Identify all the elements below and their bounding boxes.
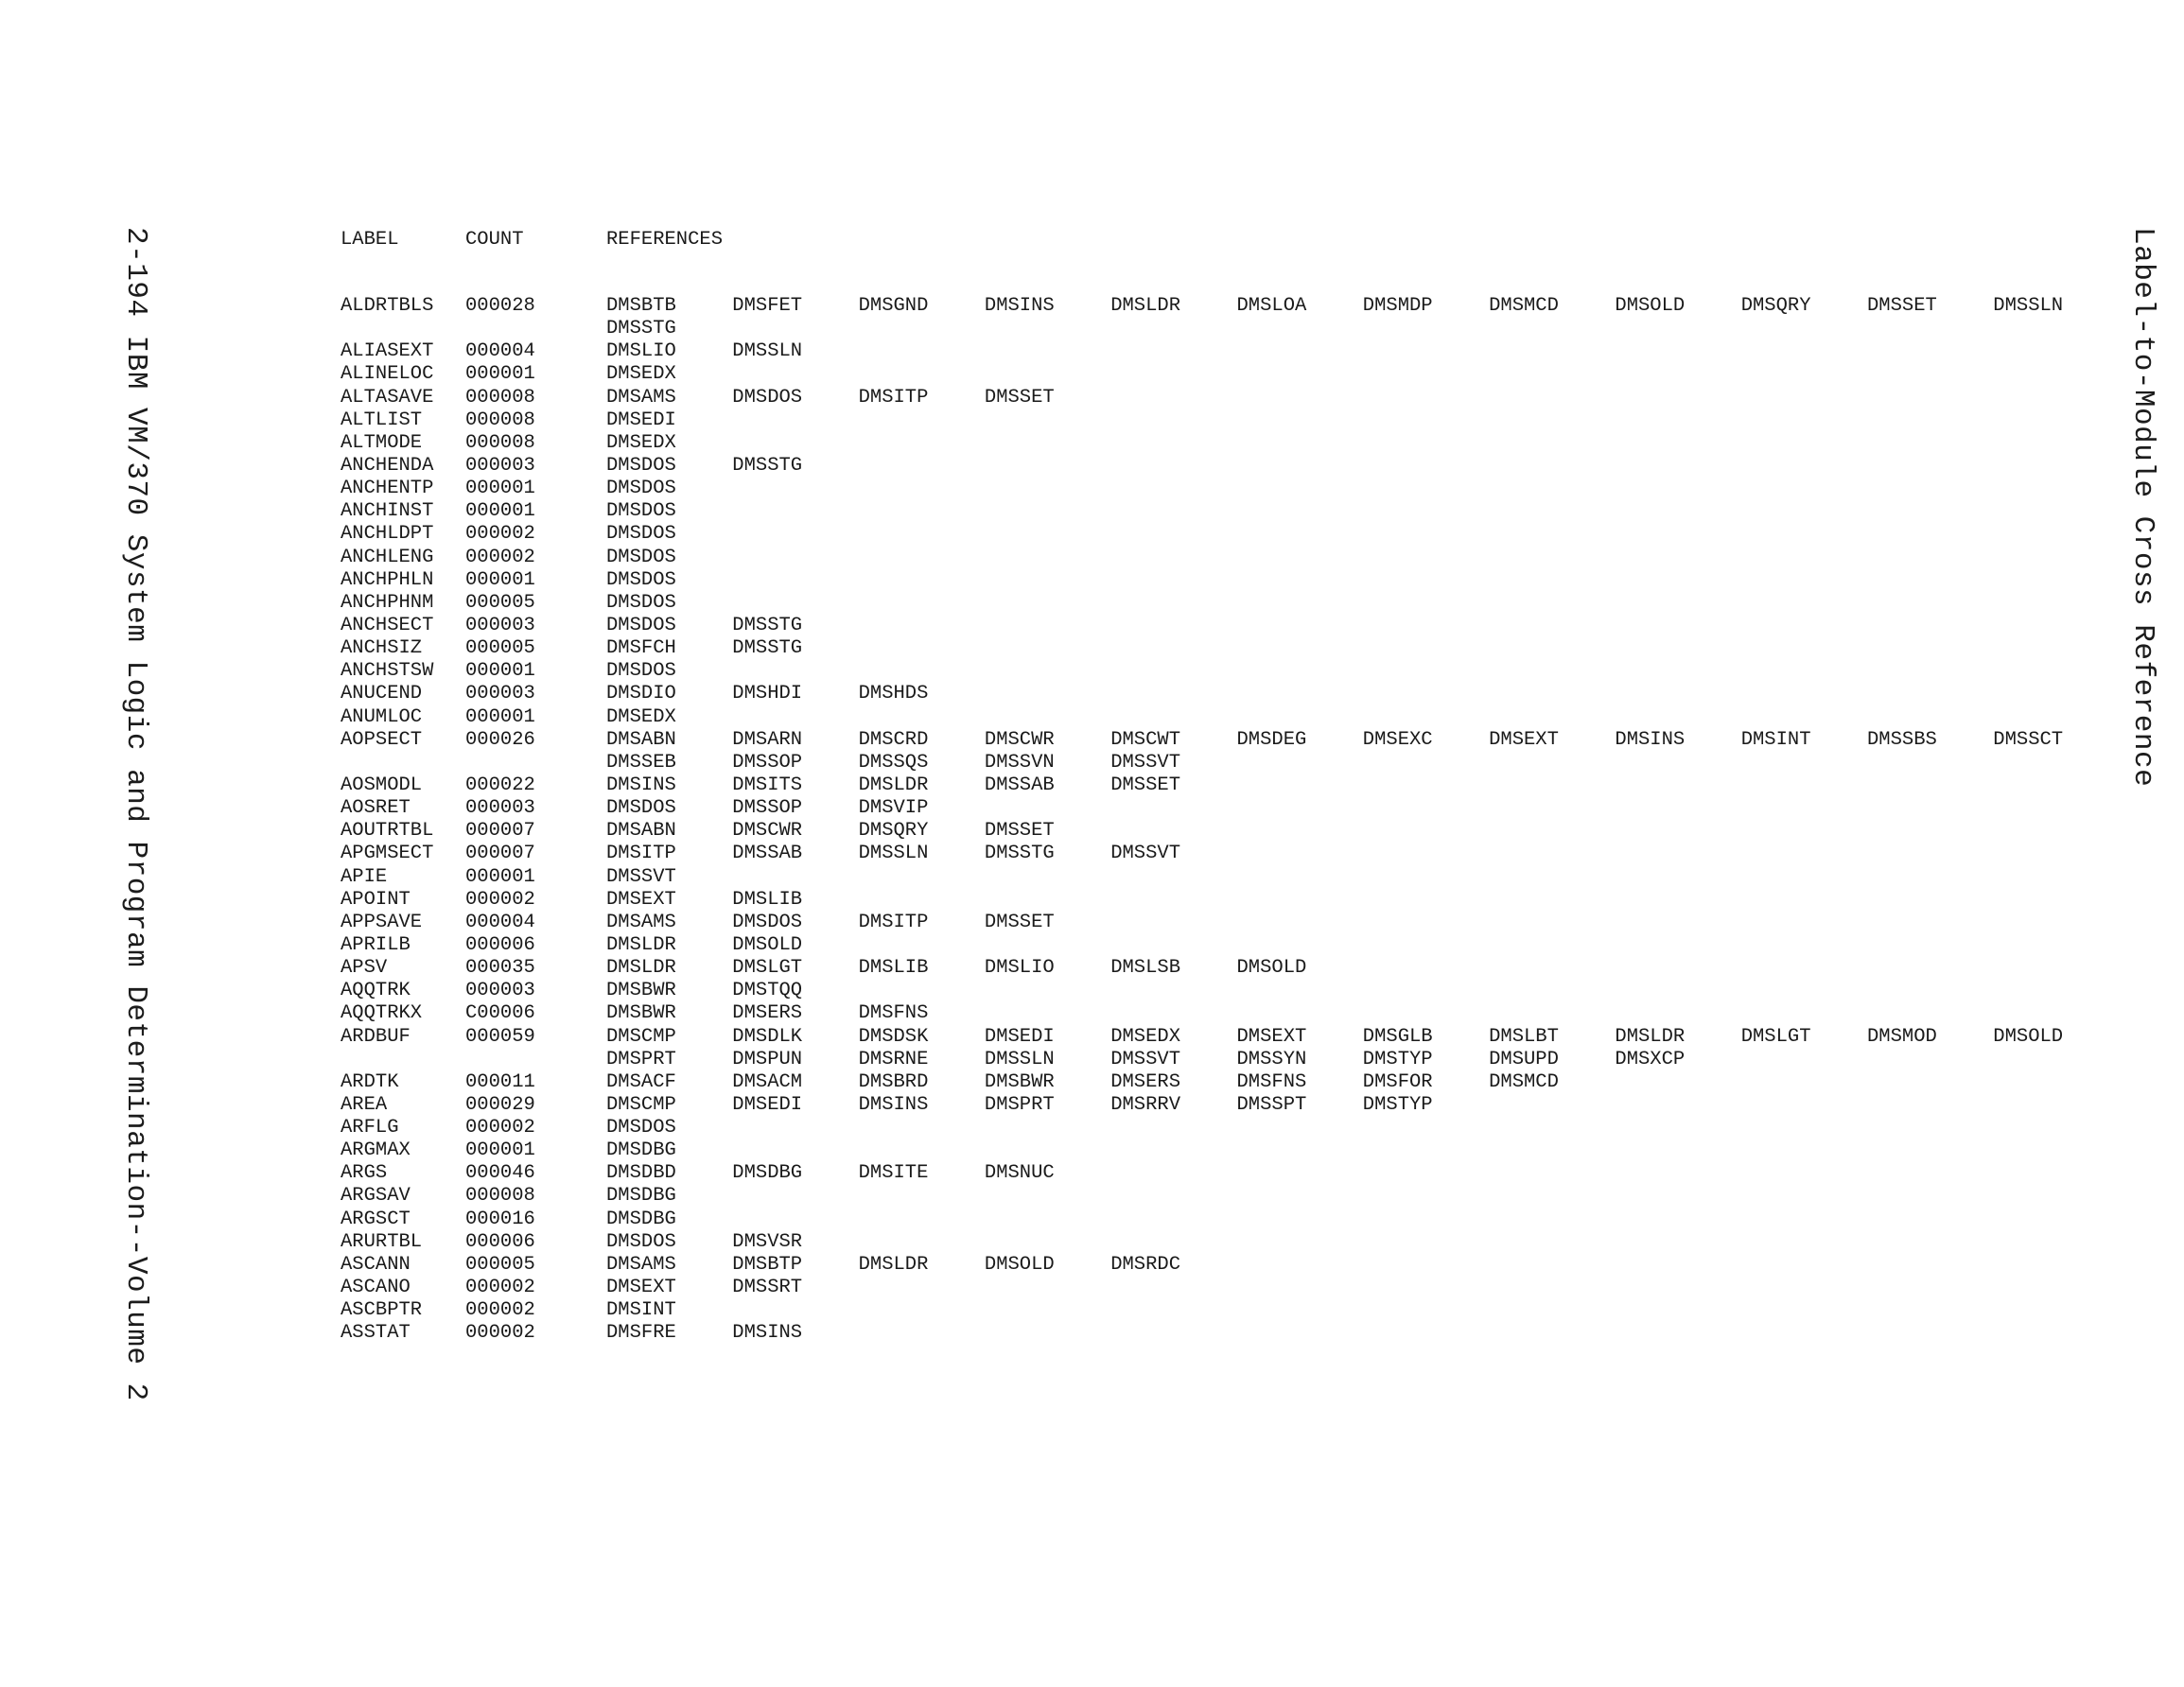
row-count: 000004 xyxy=(465,340,535,363)
row-reference: DMSDOS xyxy=(606,454,676,477)
row-reference: DMSLDR xyxy=(1615,1025,1686,1048)
row-reference: DMSPUN xyxy=(732,1048,803,1070)
row-count: 000016 xyxy=(465,1208,535,1230)
row-reference: DMSCWR xyxy=(984,728,1055,751)
row-reference: DMSSYN xyxy=(1236,1048,1307,1070)
row-reference: DMSNUC xyxy=(984,1162,1055,1185)
row-label: AREA xyxy=(341,1093,388,1116)
row-reference: DMSFET xyxy=(732,295,803,317)
row-reference: DMSDOS xyxy=(606,591,676,614)
row-reference: DMSSVT xyxy=(606,865,676,888)
row-label: ALTASAVE xyxy=(341,386,434,409)
row-count: 000005 xyxy=(465,1253,535,1276)
row-label: ANCHENDA xyxy=(341,454,434,477)
row-reference: DMSINS xyxy=(858,1093,929,1116)
row-reference: DMSDLK xyxy=(732,1025,803,1048)
row-reference: DMSDBG xyxy=(606,1185,676,1208)
row-reference: DMSEDX xyxy=(1110,1025,1180,1048)
row-count: 000046 xyxy=(465,1162,535,1185)
row-reference: DMSITE xyxy=(858,1162,929,1185)
row-label: ANUMLOC xyxy=(341,705,423,728)
row-count: 000011 xyxy=(465,1070,535,1093)
row-count: 000001 xyxy=(465,705,535,728)
row-reference: DMSINS xyxy=(984,295,1055,317)
row-label: ASCANO xyxy=(341,1277,411,1299)
row-reference: DMSEDX xyxy=(606,363,676,386)
row-reference: DMSLSB xyxy=(1110,957,1180,980)
row-reference: DMSBRD xyxy=(858,1070,929,1093)
row-label: ARDBUF xyxy=(341,1025,411,1048)
row-count: 000002 xyxy=(465,1117,535,1139)
row-label: ARDTK xyxy=(341,1070,399,1093)
row-reference: DMSEDI xyxy=(606,409,676,431)
row-reference: DMSXCP xyxy=(1615,1048,1686,1070)
row-reference: DMSLGT xyxy=(732,957,803,980)
row-count: 000007 xyxy=(465,820,535,843)
row-reference: DMSDOS xyxy=(606,1117,676,1139)
row-label: ALIASEXT xyxy=(341,340,434,363)
row-label: ANCHPHLN xyxy=(341,568,434,591)
row-label: ANCHLENG xyxy=(341,546,434,568)
row-reference: DMSEXT xyxy=(1489,728,1559,751)
row-reference: DMSVSR xyxy=(732,1230,803,1253)
row-reference: DMSINS xyxy=(606,774,676,796)
row-count: 000006 xyxy=(465,933,535,956)
row-reference: DMSAMS xyxy=(606,911,676,933)
row-reference: DMSSAB xyxy=(732,843,803,865)
row-count: 000003 xyxy=(465,980,535,1002)
row-reference: DMSLOA xyxy=(1236,295,1307,317)
row-count: 000007 xyxy=(465,843,535,865)
row-label: ALDRTBLS xyxy=(341,295,434,317)
row-reference: DMSSTG xyxy=(606,318,676,340)
left-side-title: 2-194 IBM VM/370 System Logic and Program Determination--Volume 2 xyxy=(119,227,152,1401)
row-reference: DMSACM xyxy=(732,1070,803,1093)
row-reference: DMSITS xyxy=(732,774,803,796)
row-count: 000005 xyxy=(465,591,535,614)
row-reference: DMSSET xyxy=(1867,295,1937,317)
row-reference: DMSBTP xyxy=(732,1253,803,1276)
row-label: APGMSECT xyxy=(341,843,434,865)
row-reference: DMSSCT xyxy=(1993,728,2064,751)
row-reference: DMSSET xyxy=(1110,774,1180,796)
row-reference: DMSSET xyxy=(984,820,1055,843)
row-reference: DMSTQQ xyxy=(732,980,803,1002)
row-reference: DMSEDX xyxy=(606,431,676,454)
row-count: 000008 xyxy=(465,409,535,431)
row-reference: DMSDOS xyxy=(732,911,803,933)
row-reference: DMSDOS xyxy=(606,478,676,500)
row-reference: DMSRRV xyxy=(1110,1093,1180,1116)
row-label: ALTLIST xyxy=(341,409,423,431)
row-reference: DMSLIO xyxy=(984,957,1055,980)
row-reference: DMSDOS xyxy=(732,386,803,409)
row-reference: DMSOLD xyxy=(1236,957,1307,980)
row-reference: DMSLDR xyxy=(606,957,676,980)
row-label: ARGSAV xyxy=(341,1185,411,1208)
row-count: 000008 xyxy=(465,1185,535,1208)
row-count: 000006 xyxy=(465,1230,535,1253)
row-reference: DMSLIO xyxy=(606,340,676,363)
row-count: 000026 xyxy=(465,728,535,751)
row-reference: DMSBTB xyxy=(606,295,676,317)
row-count: 000003 xyxy=(465,454,535,477)
row-reference: DMSSTG xyxy=(732,637,803,660)
row-label: ASCBPTR xyxy=(341,1299,423,1322)
row-reference: DMSSOP xyxy=(732,751,803,774)
row-reference: DMSITP xyxy=(606,843,676,865)
row-reference: DMSERS xyxy=(732,1002,803,1025)
row-label: ARGSCT xyxy=(341,1208,411,1230)
row-count: 000001 xyxy=(465,660,535,683)
row-reference: DMSSTG xyxy=(984,843,1055,865)
row-reference: DMSEXT xyxy=(1236,1025,1307,1048)
row-reference: DMSLIB xyxy=(732,888,803,911)
row-label: ARGMAX xyxy=(341,1139,411,1162)
row-reference: DMSINS xyxy=(1615,728,1686,751)
row-label: ALTMODE xyxy=(341,431,423,454)
row-label: ANUCEND xyxy=(341,683,423,705)
row-reference: DMSSQS xyxy=(858,751,929,774)
row-label: ARFLG xyxy=(341,1117,399,1139)
row-count: 000001 xyxy=(465,865,535,888)
row-count: 000002 xyxy=(465,1322,535,1345)
row-label: AQQTRK xyxy=(341,980,411,1002)
row-reference: DMSMDP xyxy=(1362,295,1433,317)
row-count: 000001 xyxy=(465,478,535,500)
row-reference: DMSDOS xyxy=(606,660,676,683)
row-reference: DMSEDX xyxy=(606,705,676,728)
row-count: 000008 xyxy=(465,386,535,409)
row-count: 000001 xyxy=(465,363,535,386)
row-reference: DMSAMS xyxy=(606,1253,676,1276)
row-label: ALINELOC xyxy=(341,363,434,386)
row-reference: DMSSAB xyxy=(984,774,1055,796)
row-reference: DMSLIB xyxy=(858,957,929,980)
row-count: 000002 xyxy=(465,546,535,568)
row-label: ARGS xyxy=(341,1162,388,1185)
row-label: AOSMODL xyxy=(341,774,423,796)
row-count: C00006 xyxy=(465,1002,535,1025)
row-reference: DMSBWR xyxy=(606,980,676,1002)
row-reference: DMSDOS xyxy=(606,500,676,523)
row-reference: DMSQRY xyxy=(1740,295,1811,317)
row-count: 000005 xyxy=(465,637,535,660)
row-reference: DMSMOD xyxy=(1867,1025,1937,1048)
row-count: 000028 xyxy=(465,295,535,317)
row-reference: DMSCRD xyxy=(858,728,929,751)
row-reference: DMSDBG xyxy=(606,1208,676,1230)
row-reference: DMSLDR xyxy=(606,933,676,956)
row-count: 000001 xyxy=(465,1139,535,1162)
row-reference: DMSSPT xyxy=(1236,1093,1307,1116)
row-label: AQQTRKX xyxy=(341,1002,423,1025)
row-label: ANCHENTP xyxy=(341,478,434,500)
row-reference: DMSSTG xyxy=(732,454,803,477)
row-label: ASCANN xyxy=(341,1253,411,1276)
row-label: ANCHSIZ xyxy=(341,637,423,660)
row-reference: DMSDBG xyxy=(732,1162,803,1185)
row-count: 000003 xyxy=(465,614,535,636)
row-count: 000022 xyxy=(465,774,535,796)
row-label: APPSAVE xyxy=(341,911,423,933)
row-reference: DMSAMS xyxy=(606,386,676,409)
row-reference: DMSPRT xyxy=(984,1093,1055,1116)
row-reference: DMSGLB xyxy=(1362,1025,1433,1048)
row-reference: DMSVIP xyxy=(858,797,929,820)
row-reference: DMSEDI xyxy=(732,1093,803,1116)
row-count: 000008 xyxy=(465,431,535,454)
row-reference: DMSDOS xyxy=(606,797,676,820)
row-reference: DMSITP xyxy=(858,911,929,933)
right-side-title: Label-to-Module Cross Reference xyxy=(2126,227,2159,788)
row-reference: DMSFNS xyxy=(1236,1070,1307,1093)
row-reference: DMSDOS xyxy=(606,546,676,568)
row-label: APRILB xyxy=(341,933,411,956)
row-reference: DMSOLD xyxy=(732,933,803,956)
row-reference: DMSSVT xyxy=(1110,1048,1180,1070)
row-count: 000002 xyxy=(465,523,535,546)
row-reference: DMSSVT xyxy=(1110,751,1180,774)
row-reference: DMSFNS xyxy=(858,1002,929,1025)
row-reference: DMSDBD xyxy=(606,1162,676,1185)
row-label: APSV xyxy=(341,957,388,980)
row-reference: DMSLDR xyxy=(858,1253,929,1276)
row-count: 000029 xyxy=(465,1093,535,1116)
row-reference: DMSCMP xyxy=(606,1093,676,1116)
row-reference: DMSLBT xyxy=(1489,1025,1559,1048)
row-reference: DMSSVN xyxy=(984,751,1055,774)
row-reference: DMSCWR xyxy=(732,820,803,843)
row-count: 000035 xyxy=(465,957,535,980)
row-reference: DMSCWT xyxy=(1110,728,1180,751)
row-reference: DMSOLD xyxy=(984,1253,1055,1276)
row-reference: DMSTYP xyxy=(1362,1093,1433,1116)
row-label: ARURTBL xyxy=(341,1230,423,1253)
row-reference: DMSDOS xyxy=(606,614,676,636)
row-reference: DMSTYP xyxy=(1362,1048,1433,1070)
row-reference: DMSCMP xyxy=(606,1025,676,1048)
row-reference: DMSMCD xyxy=(1489,1070,1559,1093)
row-reference: DMSSBS xyxy=(1867,728,1937,751)
row-reference: DMSPRT xyxy=(606,1048,676,1070)
row-label: ANCHSTSW xyxy=(341,660,434,683)
row-count: 000001 xyxy=(465,500,535,523)
row-reference: DMSDIO xyxy=(606,683,676,705)
row-reference: DMSINT xyxy=(606,1299,676,1322)
row-count: 000003 xyxy=(465,797,535,820)
row-label: AOSRET xyxy=(341,797,411,820)
row-label: ASSTAT xyxy=(341,1322,411,1345)
row-reference: DMSLDR xyxy=(858,774,929,796)
row-reference: DMSDSK xyxy=(858,1025,929,1048)
row-label: AOUTRTBL xyxy=(341,820,434,843)
row-reference: DMSITP xyxy=(858,386,929,409)
row-reference: DMSEDI xyxy=(984,1025,1055,1048)
row-reference: DMSHDS xyxy=(858,683,929,705)
row-reference: DMSINS xyxy=(732,1322,803,1345)
row-reference: DMSEXT xyxy=(606,1277,676,1299)
row-label: AOPSECT xyxy=(341,728,423,751)
row-reference: DMSFRE xyxy=(606,1322,676,1345)
row-reference: DMSABN xyxy=(606,820,676,843)
row-reference: DMSRDC xyxy=(1110,1253,1180,1276)
row-count: 000002 xyxy=(465,1277,535,1299)
row-count: 000001 xyxy=(465,568,535,591)
row-reference: DMSERS xyxy=(1110,1070,1180,1093)
row-reference: DMSBWR xyxy=(984,1070,1055,1093)
row-reference: DMSDBG xyxy=(606,1139,676,1162)
row-count: 000002 xyxy=(465,1299,535,1322)
row-reference: DMSHDI xyxy=(732,683,803,705)
row-label: ANCHLDPT xyxy=(341,523,434,546)
row-reference: DMSSOP xyxy=(732,797,803,820)
row-reference: DMSEXC xyxy=(1362,728,1433,751)
row-reference: DMSSRT xyxy=(732,1277,803,1299)
row-reference: DMSLDR xyxy=(1110,295,1180,317)
row-reference: DMSDOS xyxy=(606,1230,676,1253)
row-reference: DMSABN xyxy=(606,728,676,751)
row-reference: DMSLGT xyxy=(1740,1025,1811,1048)
row-reference: DMSMCD xyxy=(1489,295,1559,317)
row-reference: DMSEXT xyxy=(606,888,676,911)
row-reference: DMSSLN xyxy=(984,1048,1055,1070)
row-reference: DMSOLD xyxy=(1615,295,1686,317)
row-label: APOINT xyxy=(341,888,411,911)
row-reference: DMSDOS xyxy=(606,568,676,591)
row-count: 000003 xyxy=(465,683,535,705)
row-reference: DMSDEG xyxy=(1236,728,1307,751)
header-label: LABEL xyxy=(341,229,399,251)
row-reference: DMSFCH xyxy=(606,637,676,660)
row-reference: DMSSET xyxy=(984,911,1055,933)
row-reference: DMSRNE xyxy=(858,1048,929,1070)
row-reference: DMSARN xyxy=(732,728,803,751)
row-reference: DMSSEB xyxy=(606,751,676,774)
row-label: APIE xyxy=(341,865,388,888)
row-count: 000059 xyxy=(465,1025,535,1048)
row-reference: DMSDOS xyxy=(606,523,676,546)
row-reference: DMSUPD xyxy=(1489,1048,1559,1070)
row-reference: DMSSTG xyxy=(732,614,803,636)
row-label: ANCHSECT xyxy=(341,614,434,636)
row-reference: DMSSVT xyxy=(1110,843,1180,865)
row-label: ANCHPHNM xyxy=(341,591,434,614)
row-reference: DMSFOR xyxy=(1362,1070,1433,1093)
row-reference: DMSSET xyxy=(984,386,1055,409)
row-reference: DMSSLN xyxy=(1993,295,2064,317)
header-references: REFERENCES xyxy=(606,229,724,251)
row-label: ANCHINST xyxy=(341,500,434,523)
header-count: COUNT xyxy=(465,229,524,251)
row-reference: DMSOLD xyxy=(1993,1025,2064,1048)
row-reference: DMSQRY xyxy=(858,820,929,843)
row-reference: DMSSLN xyxy=(858,843,929,865)
row-count: 000004 xyxy=(465,911,535,933)
row-reference: DMSBWR xyxy=(606,1002,676,1025)
row-reference: DMSGND xyxy=(858,295,929,317)
row-reference: DMSINT xyxy=(1740,728,1811,751)
row-count: 000002 xyxy=(465,888,535,911)
row-reference: DMSACF xyxy=(606,1070,676,1093)
row-reference: DMSSLN xyxy=(732,340,803,363)
